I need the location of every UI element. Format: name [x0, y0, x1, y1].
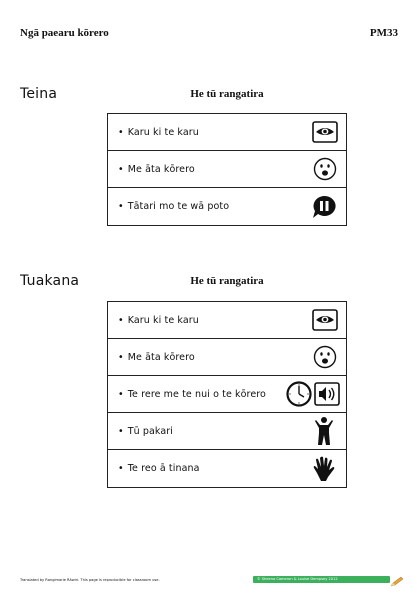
footer-credit: Translated by Rangimarie Rāwiri. This page is reproducible for classroom use. [20, 578, 160, 582]
clock-icon [286, 381, 312, 407]
tuakana-card [107, 301, 347, 488]
teina-label: Teina [20, 86, 58, 102]
copyright-bar [253, 576, 390, 583]
eye-icon [312, 309, 338, 331]
list-item-label: Karu ki te karu [127, 314, 199, 326]
standing-figure-icon [314, 416, 334, 446]
list-item-label: Me āta kōrero [127, 351, 195, 363]
list-item-label: Karu ki te karu [127, 126, 199, 138]
page-code: PM33 [369, 27, 398, 39]
list-item-label: Tātari mo te wā poto [127, 201, 230, 212]
list-item: • Tū pakari [108, 413, 346, 450]
list-item: • Tātari mo te wā poto [108, 188, 346, 225]
teina-card [107, 113, 347, 226]
list-item: • Me āta kōrero [108, 339, 346, 376]
teina-heading: He tū rangatira [190, 88, 264, 100]
list-item-label: Te reo ā tinana [127, 463, 200, 474]
list-item: • Te reo ā tinana [108, 450, 346, 487]
list-item: • Me āta kōrero [108, 151, 346, 188]
copyright-text: © Sheena Cameron & Louise Dempsey 2012 [257, 577, 338, 581]
pause-speech-bubble-icon [311, 194, 337, 220]
list-item-label: Te rere me te nui o te kōrero [127, 388, 266, 400]
list-item-label: Tū pakari [127, 425, 174, 437]
pencil-icon [390, 574, 404, 592]
page-title: Ngā paearu kōrero [20, 27, 109, 39]
smiley-speaking-icon [313, 157, 337, 181]
hand-gesture-icon [312, 456, 336, 482]
list-item-label: Me āta kōrero [127, 163, 195, 175]
tuakana-label: Tuakana [20, 273, 80, 289]
tuakana-heading: He tū rangatira [190, 275, 264, 287]
eye-icon [312, 121, 338, 143]
speaker-volume-icon [314, 382, 340, 406]
list-item: • Te rere me te nui o te kōrero [108, 376, 346, 413]
list-item: • Karu ki te karu [108, 302, 346, 339]
smiley-speaking-icon [313, 345, 337, 369]
list-item: • Karu ki te karu [108, 114, 346, 151]
